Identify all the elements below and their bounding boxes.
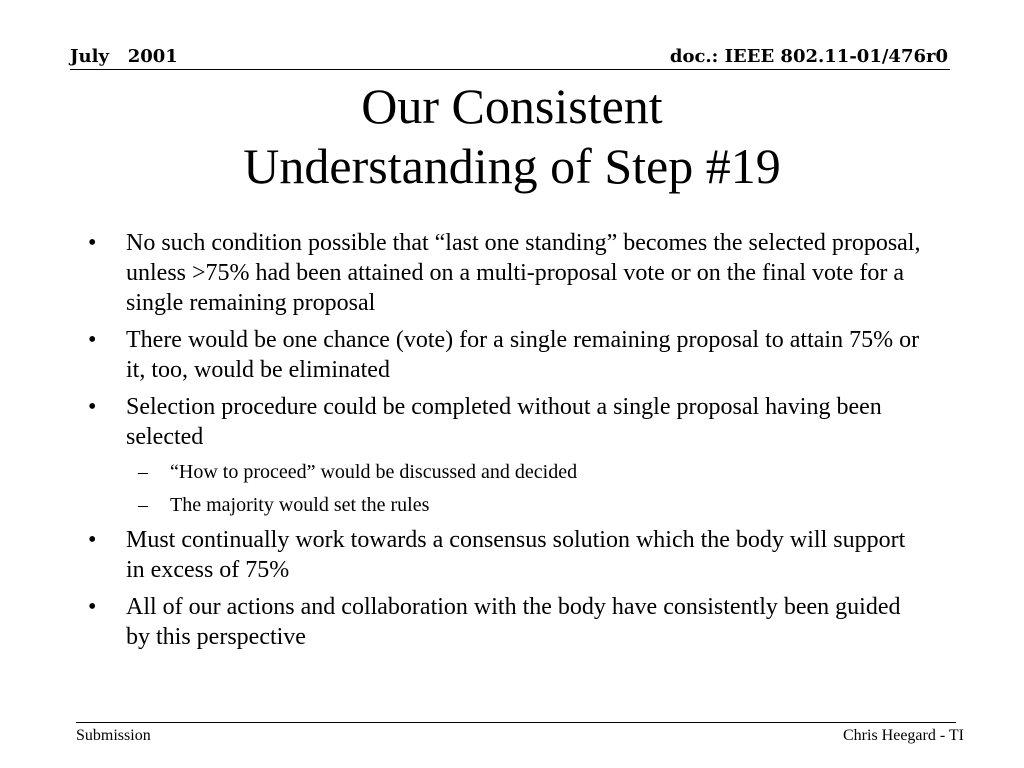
slide-title-line-1: Our Consistent	[361, 78, 663, 134]
slide-body	[88, 228, 928, 659]
bullet-item	[88, 592, 928, 652]
sub-bullet-item	[88, 459, 928, 485]
footer-divider	[76, 722, 956, 723]
bullet-dot-icon: •	[88, 230, 97, 256]
bullet-dot-icon: •	[88, 527, 97, 553]
bullet-dot-icon: •	[88, 594, 97, 620]
bullet-text: There would be one chance (vote) for a single remaining proposal to attain 75% or it, too, would be eliminated	[126, 327, 920, 383]
header-divider	[70, 69, 950, 70]
bullet-dot-icon: •	[88, 394, 97, 420]
footer-author: Chris Heegard - TI	[843, 727, 964, 744]
bullet-text: All of our actions and collaboration with the body have consistently been guided by this perspective	[126, 594, 901, 650]
bullet-text: Must continually work towards a consensus solution which the body will support in excess of 75%	[126, 527, 906, 583]
bullet-text: Selection procedure could be completed without a single proposal having been selected	[126, 394, 882, 450]
bullet-item	[88, 392, 928, 452]
bullet-item	[88, 325, 928, 385]
slide-title-line-2: Understanding of Step #19	[243, 138, 781, 194]
dash-icon: –	[138, 461, 148, 483]
header-date: July 2001	[70, 46, 178, 67]
bullet-item	[88, 228, 928, 318]
sub-bullet-text: The majority would set the rules	[170, 494, 430, 516]
bullet-text: No such condition possible that “last one standing” becomes the selected proposal, unless >75% had been attained on a multi-proposal vote or on the final vote for a single remaining proposal	[126, 230, 921, 316]
header-doc-number: doc.: IEEE 802.11-01/476r0	[669, 46, 948, 67]
footer-submission: Submission	[76, 727, 151, 744]
sub-bullet-text: “How to proceed” would be discussed and decided	[170, 461, 578, 483]
slide-title	[100, 76, 924, 196]
sub-bullet-item	[88, 492, 928, 518]
bullet-item	[88, 525, 928, 585]
bullet-dot-icon: •	[88, 327, 97, 353]
dash-icon: –	[138, 494, 148, 516]
